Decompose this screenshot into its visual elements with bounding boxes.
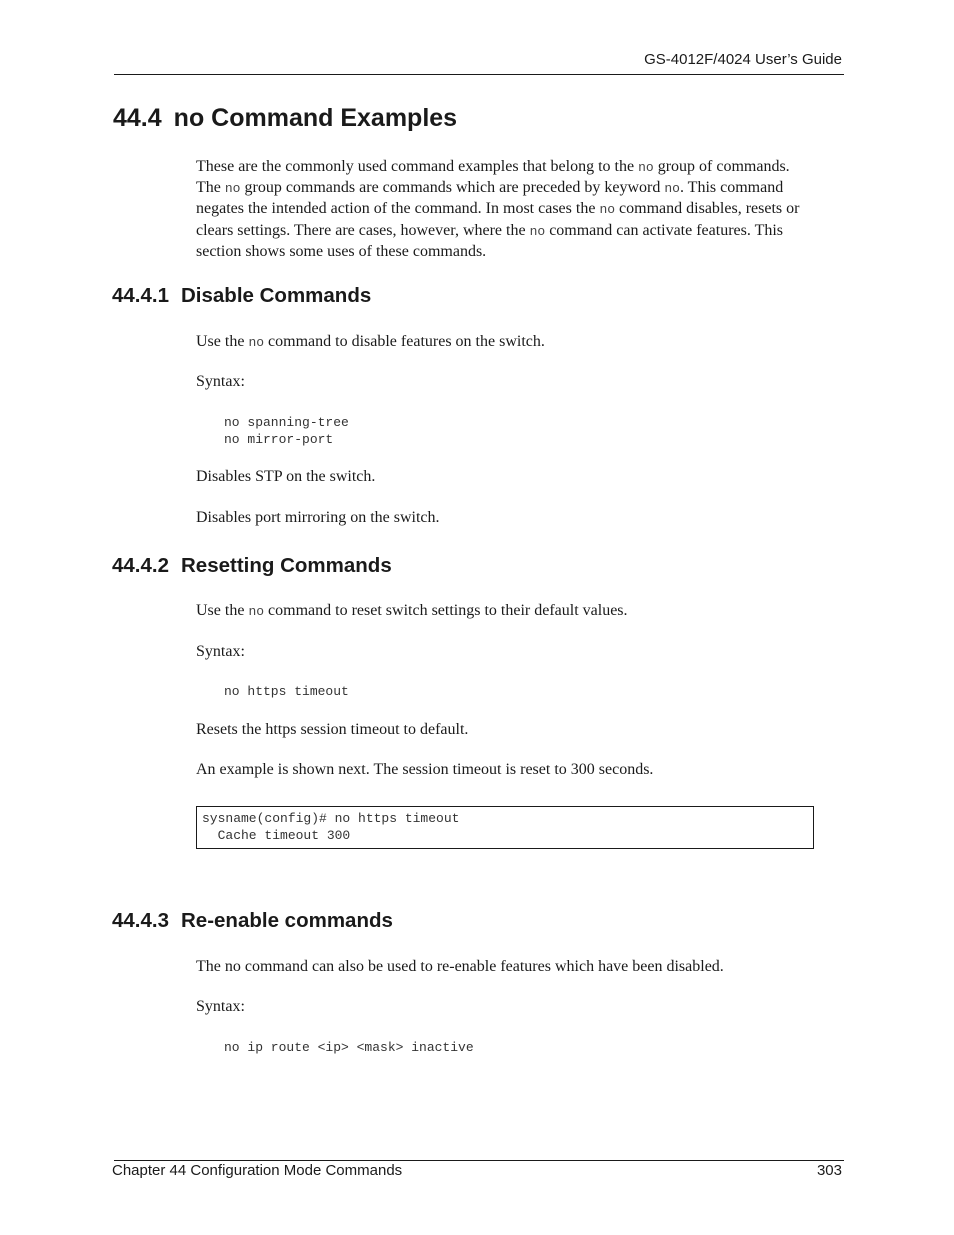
disable-syntax-label: Syntax: (196, 373, 245, 390)
subsection-heading-disable (112, 284, 371, 308)
inline-code: no (248, 335, 265, 350)
intro-text: group commands are commands which are preceded by keyword (240, 179, 665, 197)
intro-text: negates the intended action of the command. In most cases the (196, 200, 600, 218)
intro-text: . This command (679, 179, 784, 197)
disable-syntax-line-2: no mirror-port (224, 432, 334, 447)
subsection-title: Resetting Commands (181, 554, 392, 577)
inline-code: no (664, 181, 680, 197)
resetting-use-text (196, 601, 846, 622)
resetting-example-intro: An example is shown next. The session timeout is reset to 300 seconds. (196, 761, 654, 778)
subsection-title: Disable Commands (181, 284, 372, 307)
disable-desc-stp: Disables STP on the switch. (196, 468, 376, 485)
section-heading (113, 104, 457, 133)
intro-text: section shows some uses of these commands. (196, 242, 487, 260)
subsection-heading-reenable (112, 909, 393, 933)
inline-code: no (529, 223, 546, 239)
intro-text: group of commands. (653, 158, 790, 175)
disable-syntax-line-1: no spanning-tree (224, 415, 349, 430)
subsection-title: Re-enable commands (181, 909, 393, 932)
disable-use-text (196, 332, 846, 353)
section-number: 44.4 (113, 104, 162, 132)
reenable-desc: The no command can also be used to re-enable features which have been disabled. (196, 958, 724, 975)
footer-chapter: Chapter 44 Configuration Mode Commands (112, 1162, 403, 1179)
subsection-number: 44.4.3 (112, 909, 169, 932)
text: Use the (196, 333, 249, 350)
running-header-title: GS-4012F/4024 User’s Guide (644, 51, 842, 68)
header-rule (114, 74, 844, 75)
resetting-syntax-line: no https timeout (224, 684, 349, 699)
subsection-number: 44.4.2 (112, 554, 169, 577)
section-title: no Command Examples (173, 104, 458, 132)
example-line-1: sysname(config)# no https timeout (202, 811, 460, 826)
text: command to reset switch settings to their default values. (264, 602, 628, 619)
text: command to disable features on the switch. (264, 333, 545, 350)
subsection-heading-resetting (112, 554, 392, 578)
intro-text: The (196, 179, 225, 197)
footer-rule (114, 1160, 844, 1161)
page-number: 303 (816, 1162, 842, 1179)
intro-text: command can activate features. This (545, 221, 784, 239)
reenable-syntax-label: Syntax: (196, 998, 245, 1015)
resetting-desc: Resets the https session timeout to default. (196, 721, 469, 738)
inline-code: no (224, 181, 241, 197)
inline-code: no (638, 160, 654, 175)
disable-desc-mirror: Disables port mirroring on the switch. (196, 509, 440, 526)
reenable-syntax-line: no ip route <ip> <mask> inactive (224, 1040, 474, 1055)
resetting-syntax-label: Syntax: (196, 643, 245, 660)
example-line-2: Cache timeout 300 (202, 828, 351, 843)
text: Use the (196, 602, 249, 619)
example-code-box (196, 806, 814, 849)
intro-paragraph (196, 157, 846, 262)
inline-code: no (248, 604, 265, 619)
inline-code: no (599, 202, 616, 218)
intro-text: command disables, resets or (615, 200, 800, 218)
intro-text: These are the commonly used command examples that belong to the (196, 158, 639, 175)
subsection-number: 44.4.1 (112, 284, 169, 307)
intro-text: clears settings. There are cases, however, where the (196, 221, 530, 239)
